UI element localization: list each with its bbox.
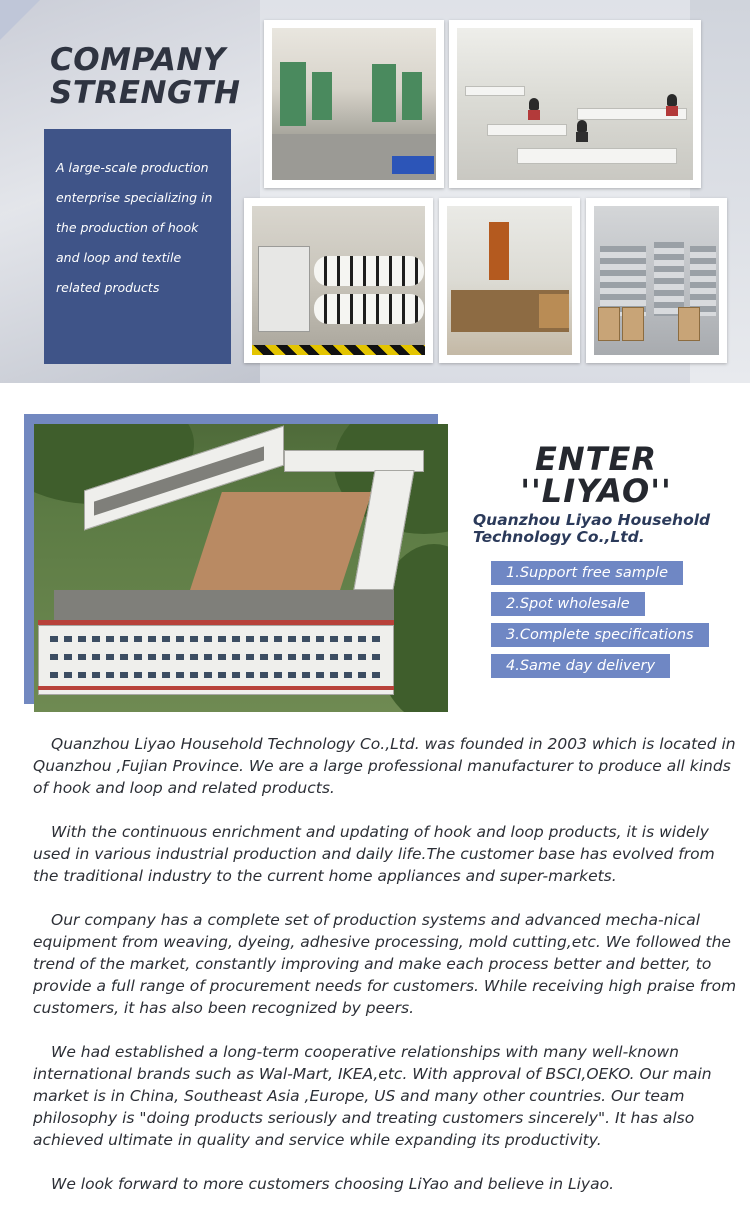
intro-paragraph: We look forward to more customers choosing LiYao and believe in Liyao. (51, 1175, 614, 1193)
enter-title-line-1: ENTER (535, 440, 657, 478)
company-strength-title (50, 44, 240, 110)
weaving-workshop-photo (264, 20, 444, 188)
feature-free-sample: 1.Support free sample (491, 561, 683, 585)
enter-liyao-title (512, 440, 680, 510)
company-strength-section (0, 0, 750, 383)
factory-aerial-photo (34, 424, 448, 712)
company-introduction (33, 733, 739, 1217)
title-line-2: STRENGTH (50, 75, 241, 111)
sewing-workshop-photo (449, 20, 701, 188)
company-strength-description: A large-scale production enterprise specializing in the production of hook and loop and textile related products (56, 160, 213, 295)
feature-complete-specifications: 3.Complete specifications (491, 623, 709, 647)
company-strength-description-box (44, 129, 231, 364)
company-name: Quanzhou Liyao Household Technology Co.,Ltd. (473, 511, 711, 546)
corner-accent (0, 0, 40, 40)
feature-spot-wholesale: 2.Spot wholesale (491, 592, 645, 616)
slitting-machine-photo (244, 198, 433, 363)
title-line-1: COMPANY (50, 42, 226, 78)
feature-same-day-delivery: 4.Same day delivery (491, 654, 670, 678)
warehouse-photo (586, 198, 727, 363)
ultrasonic-machine-photo (439, 198, 580, 363)
intro-paragraph: We had established a long-term cooperative relationships with many well-known international brands such as Wal-Mart, IKEA,etc. With approval of BSCI,OEKO. Our main market is in China, Southeast Asia ,Europe, US and many other countries. Our team philosophy is "doing products seriously and treating customers sincerely". It has also achieved ultimate in quality and service while expanding its productivity. (33, 1043, 712, 1149)
enter-title-line-2: ''LIYAO'' (520, 472, 672, 510)
intro-paragraph: Quanzhou Liyao Household Technology Co.,Ltd. was founded in 2003 which is located in Quanzhou ,Fujian Province. We are a large professional manufacturer to produce all kinds of hook and loop and related products. (33, 735, 736, 797)
intro-paragraph: Our company has a complete set of production systems and advanced mecha-nical equipment from weaving, dyeing, adhesive processing, mold cutting,etc. We followed the trend of the market, constantly improving and make each process better and better, to provide a full range of procurement needs for customers. While receiving high praise from customers, it has also been recognized by peers. (33, 911, 737, 1017)
intro-paragraph: With the continuous enrichment and updating of hook and loop products, it is widely used in various industrial production and daily life.The customer base has evolved from the traditional industry to the current home appliances and super-markets. (33, 823, 715, 885)
